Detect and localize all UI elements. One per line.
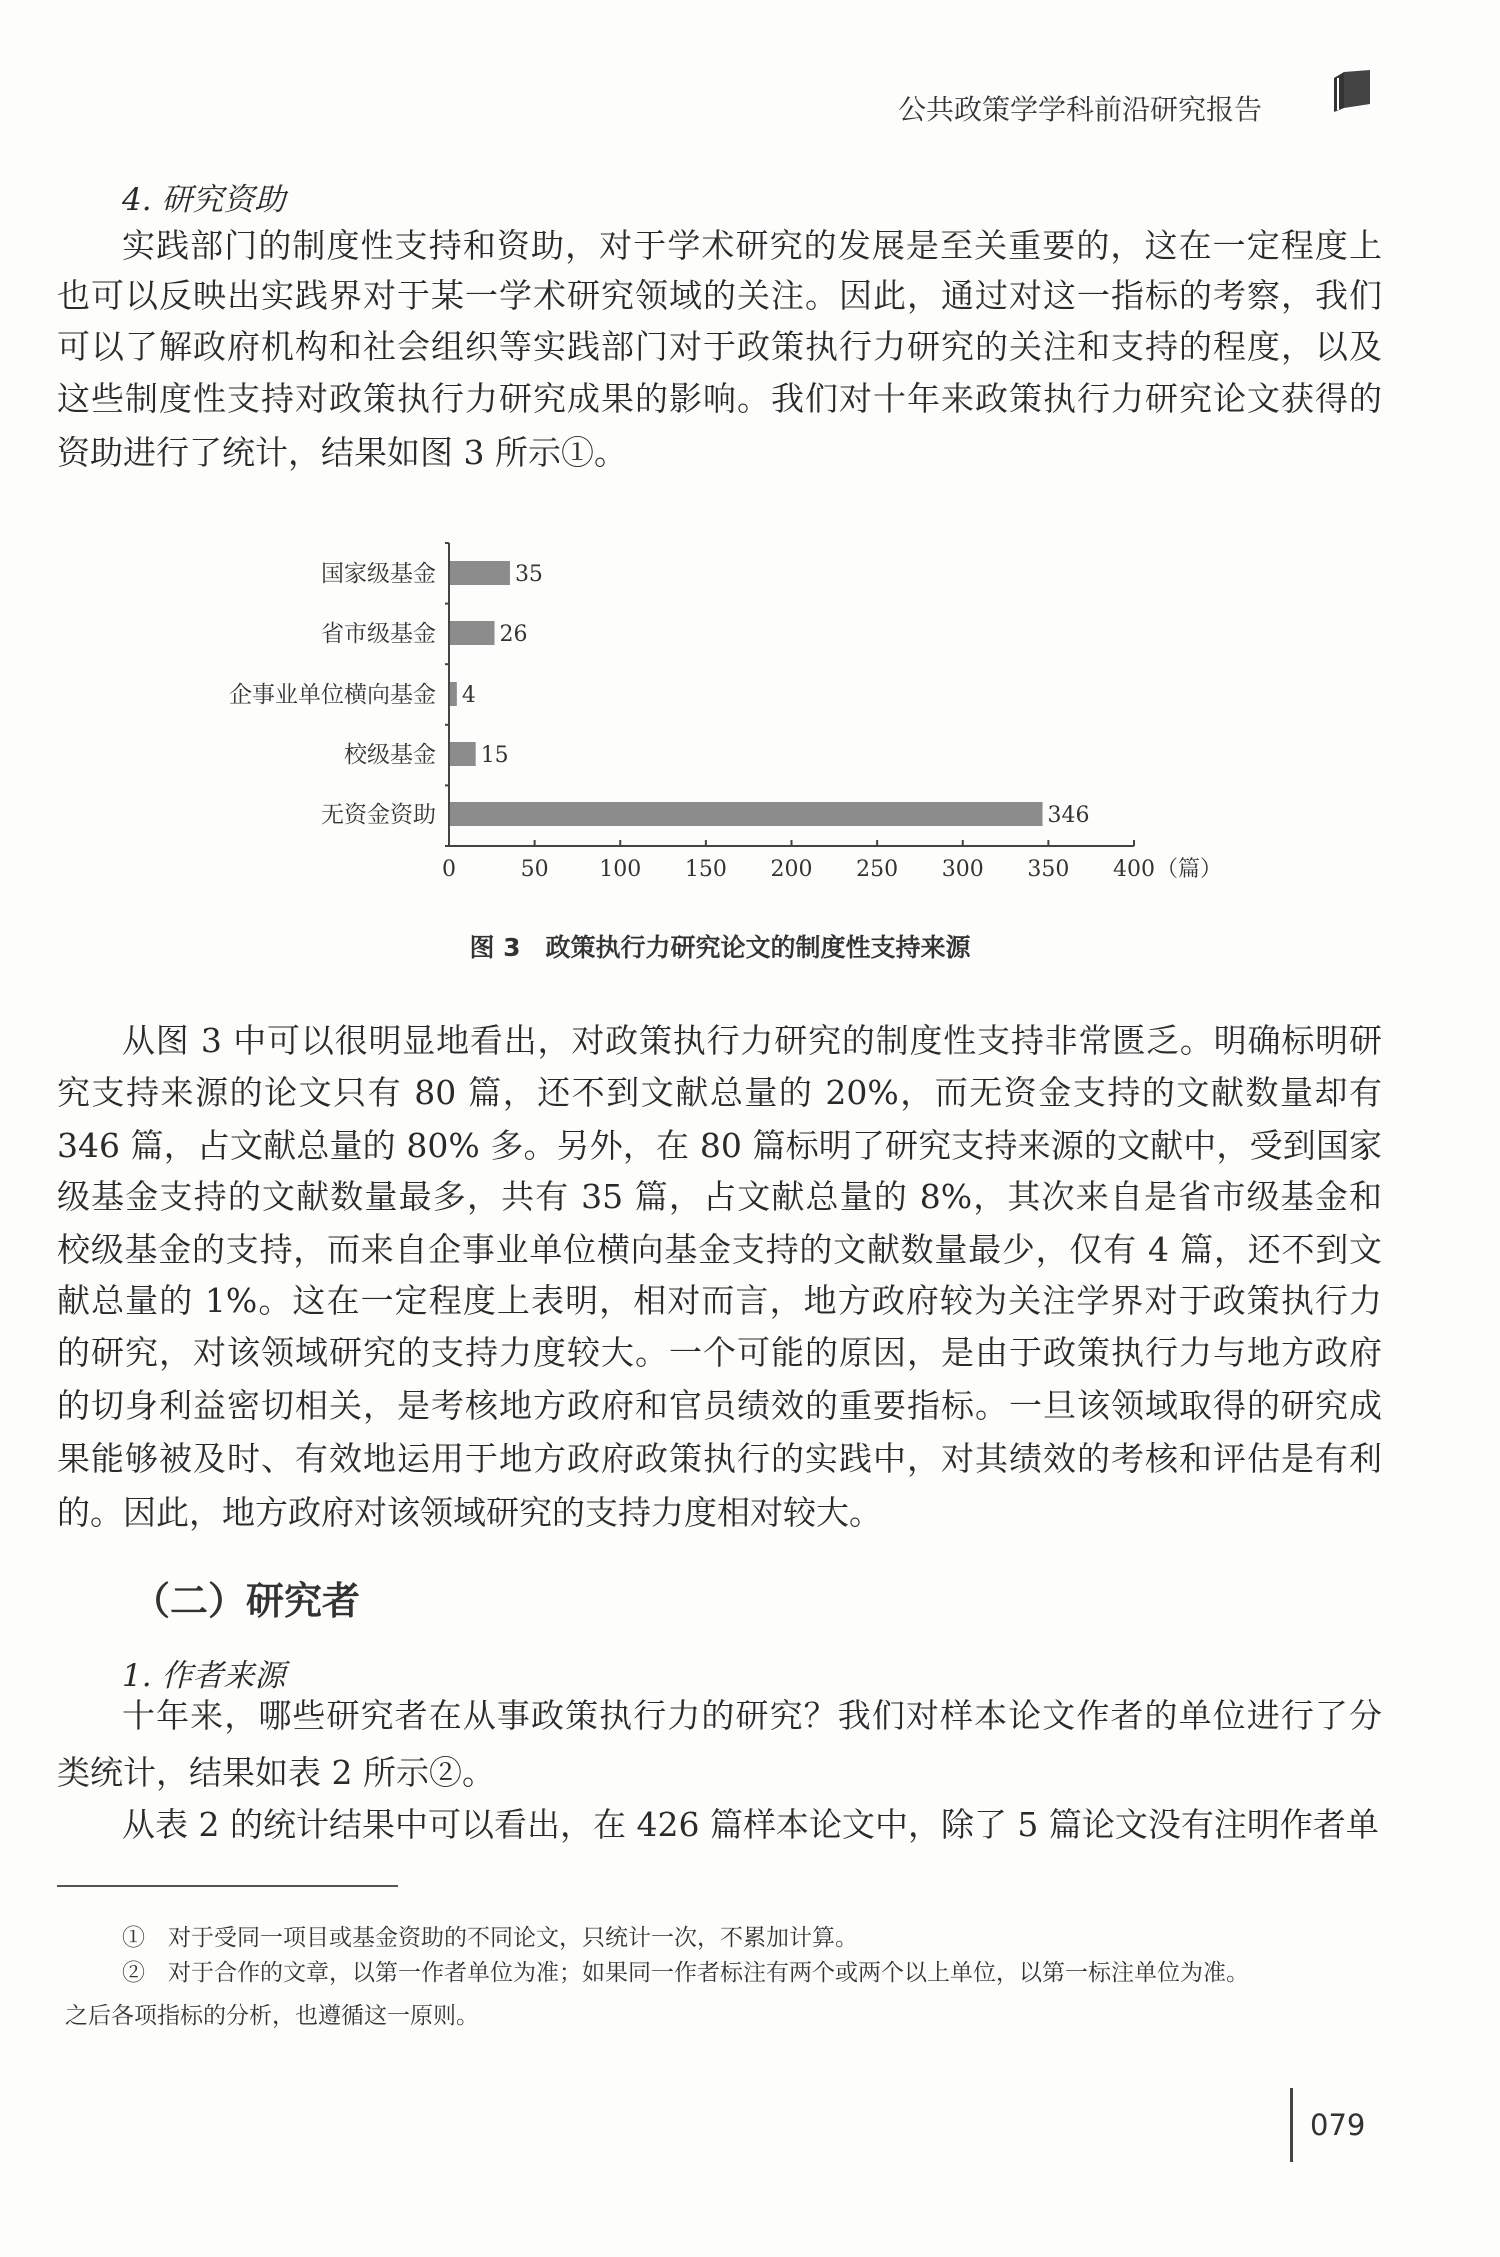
funding-bar-chart bbox=[0, 520, 1300, 900]
category-label: 国家级基金 bbox=[321, 561, 436, 587]
x-tick-label: 250 bbox=[856, 857, 899, 882]
running-header: 公共政策学学科前沿研究报告 bbox=[898, 93, 1263, 126]
text-line: 十年来，哪些研究者在从事政策执行力的研究？我们对样本论文作者的单位进行了分 bbox=[122, 1696, 1382, 1735]
category-label: 校级基金 bbox=[344, 742, 436, 768]
text-line: 类统计，结果如表 2 所示②。 bbox=[57, 1753, 495, 1792]
bar-value-label: 15 bbox=[480, 743, 509, 768]
text-line: 级基金支持的文献数量最多，共有 35 篇，占文献总量的 8%，其次来自是省市级基金和 bbox=[57, 1177, 1382, 1216]
text-line: 从图 3 中可以很明显地看出，对政策执行力研究的制度性支持非常匮乏。明确标明研 bbox=[122, 1021, 1382, 1060]
footnote-2-continued: 之后各项指标的分析，也遵循这一原则。 bbox=[65, 2003, 479, 2029]
text-line: 从表 2 的统计结果中可以看出，在 426 篇样本论文中，除了 5 篇论文没有注明作者单 bbox=[122, 1805, 1379, 1844]
footnote-2: ② 对于合作的文章，以第一作者单位为准；如果同一作者标注有两个或两个以上单位，以第一标注单位为准。 bbox=[122, 1960, 1249, 1986]
category-label: 省市级基金 bbox=[321, 621, 436, 647]
book-icon bbox=[1330, 68, 1374, 112]
text-line: 献总量的 1%。这在一定程度上表明，相对而言，地方政府较为关注学界对于政策执行力 bbox=[57, 1281, 1382, 1320]
x-tick-label: 150 bbox=[684, 857, 727, 882]
bar-value-label: 26 bbox=[499, 622, 528, 647]
text-line: 究支持来源的论文只有 80 篇，还不到文献总量的 20%，而无资金支持的文献数量却有 bbox=[57, 1073, 1382, 1112]
x-tick-label: 100 bbox=[599, 857, 642, 882]
text-line: 可以了解政府机构和社会组织等实践部门对于政策执行力研究的关注和支持的程度，以及 bbox=[57, 327, 1382, 366]
category-label: 企事业单位横向基金 bbox=[229, 682, 436, 708]
text-line: 实践部门的制度性支持和资助，对于学术研究的发展是至关重要的，这在一定程度上 bbox=[122, 226, 1382, 265]
bar bbox=[450, 621, 495, 645]
footnote-1: ① 对于受同一项目或基金资助的不同论文，只统计一次，不累加计算。 bbox=[122, 1925, 858, 1951]
section-heading-researchers: （二）研究者 bbox=[132, 1579, 361, 1623]
text-line: 346 篇，占文献总量的 80% 多。另外，在 80 篇标明了研究支持来源的文献中，受到国家 bbox=[57, 1126, 1382, 1165]
subsection-heading-author-source: 1. 作者来源 bbox=[122, 1658, 286, 1694]
text-line: 也可以反映出实践界对于某一学术研究领域的关注。因此，通过对这一指标的考察，我们 bbox=[57, 276, 1382, 315]
page-number-divider bbox=[1290, 2088, 1293, 2162]
text-line: 这些制度性支持对政策执行力研究成果的影响。我们对十年来政策执行力研究论文获得的 bbox=[57, 379, 1382, 418]
text-line: 的研究，对该领域研究的支持力度较大。一个可能的原因，是由于政策执行力与地方政府 bbox=[57, 1333, 1382, 1372]
text-line: 果能够被及时、有效地运用于地方政府政策执行的实践中，对其绩效的考核和评估是有利 bbox=[57, 1439, 1382, 1478]
x-tick-label: 400 bbox=[1113, 857, 1155, 882]
subsection-heading-funding: 4. 研究资助 bbox=[122, 182, 286, 218]
bar bbox=[450, 742, 476, 766]
bar-value-label: 35 bbox=[514, 562, 543, 587]
x-tick-label: 200 bbox=[770, 857, 813, 882]
footnote-rule bbox=[57, 1885, 398, 1887]
bar bbox=[450, 802, 1043, 826]
x-tick-label: 50 bbox=[520, 857, 549, 882]
x-axis-unit-label: （篇） bbox=[1156, 857, 1223, 882]
page-number: 079 bbox=[1310, 2108, 1366, 2142]
bar bbox=[450, 561, 510, 585]
category-label: 无资金资助 bbox=[321, 802, 436, 828]
x-tick-label: 350 bbox=[1027, 857, 1070, 882]
text-line: 的切身利益密切相关，是考核地方政府和官员绩效的重要指标。一旦该领域取得的研究成 bbox=[57, 1386, 1382, 1425]
x-tick-label: 300 bbox=[941, 857, 984, 882]
bar bbox=[450, 682, 457, 706]
bar-value-label: 346 bbox=[1047, 803, 1090, 828]
text-line: 的。因此，地方政府对该领域研究的支持力度相对较大。 bbox=[57, 1493, 882, 1532]
text-line: 校级基金的支持，而来自企事业单位横向基金支持的文献数量最少，仅有 4 篇，还不到文 bbox=[57, 1230, 1382, 1269]
text-line: 资助进行了统计，结果如图 3 所示①。 bbox=[57, 433, 627, 472]
bar-value-label: 4 bbox=[461, 683, 476, 708]
figure-caption: 图 3 政策执行力研究论文的制度性支持来源 bbox=[469, 933, 971, 962]
x-tick-label: 0 bbox=[442, 857, 456, 882]
